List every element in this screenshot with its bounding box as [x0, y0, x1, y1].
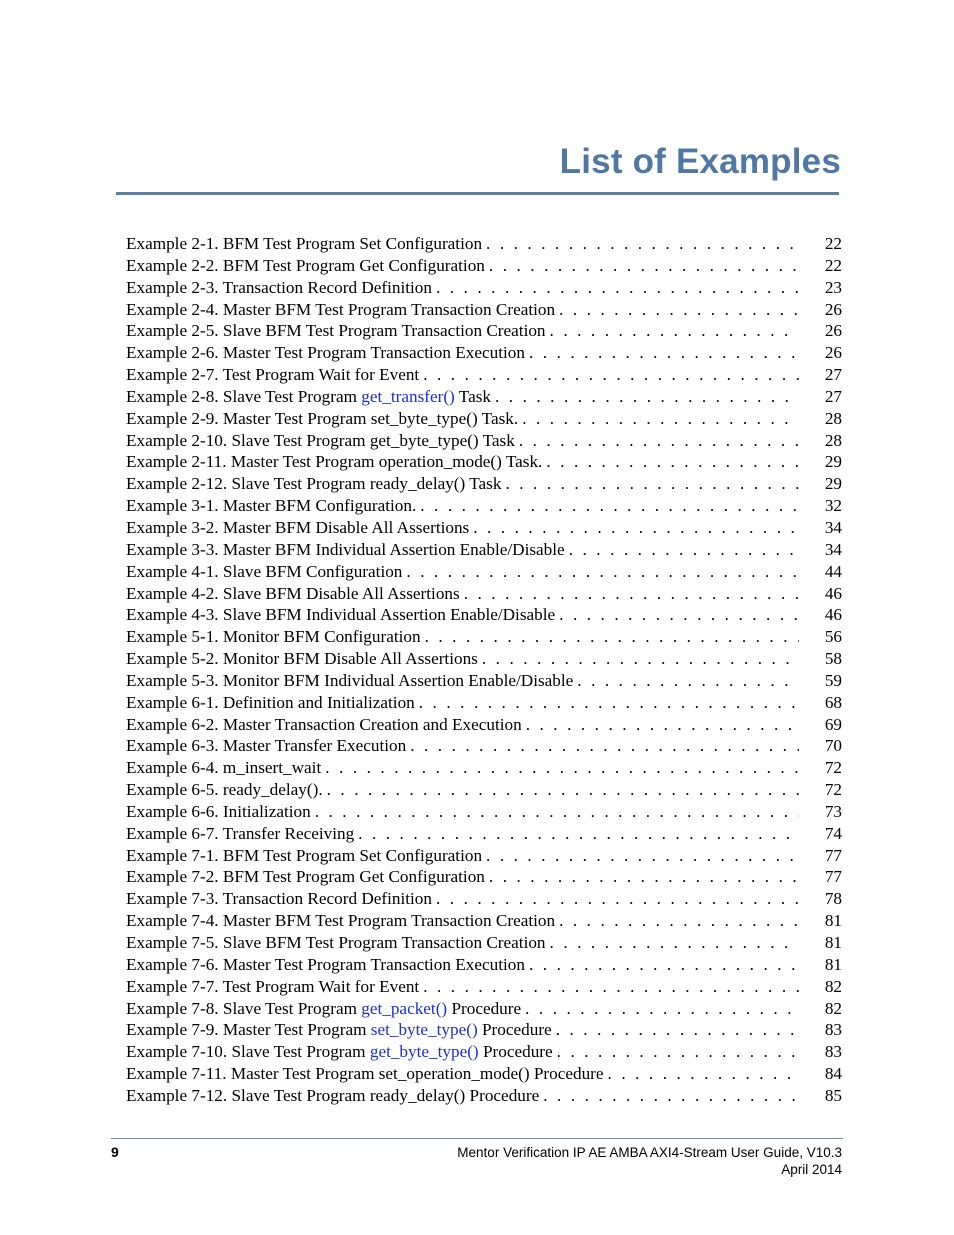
dot-leader [556, 1019, 799, 1041]
toc-entry-label: Example 7-12. Slave Test Program ready_delay() Procedure [126, 1085, 540, 1105]
footer-doc-info [457, 1144, 842, 1178]
toc-entry-text [126, 583, 464, 605]
toc-entry-page-number: 68 [824, 692, 842, 712]
toc-entry[interactable] [126, 583, 842, 605]
toc-entry-title [126, 604, 799, 626]
toc-entry-text [126, 866, 489, 888]
toc-entry-label: Example 7-2. BFM Test Program Get Configuration [126, 867, 485, 887]
toc-entry[interactable] [126, 430, 842, 452]
toc-entry-title [126, 954, 799, 976]
toc-entry[interactable] [126, 364, 842, 386]
toc-entry-text [126, 910, 559, 932]
toc-entry-label: Example 2-10. Slave Test Program get_byte_type() Task [126, 430, 515, 450]
toc-entry-title [126, 255, 799, 277]
toc-entry-title [126, 692, 799, 714]
toc-entry[interactable] [126, 299, 842, 321]
toc-entry-title [126, 648, 799, 670]
dot-leader [559, 299, 799, 321]
toc-entry[interactable] [126, 517, 842, 539]
toc-entry-title [126, 1063, 799, 1085]
toc-entry-text [126, 714, 526, 736]
toc-entry[interactable] [126, 714, 842, 736]
toc-entry-page-number: 46 [824, 605, 842, 625]
toc-entry-page-number: 59 [824, 670, 842, 690]
toc-entry-label: Example 7-3. Transaction Record Definition [126, 889, 432, 909]
toc-entry-page-number: 56 [824, 627, 842, 647]
toc-entry-text [126, 1041, 557, 1063]
dot-leader [526, 714, 799, 736]
toc-entry-title [126, 473, 799, 495]
toc-entry-title [126, 910, 799, 932]
dot-leader [473, 517, 799, 539]
dot-leader [529, 342, 799, 364]
footer-page-number: 9 [111, 1144, 119, 1160]
toc-entry-text [126, 495, 420, 517]
toc-entry-page-number: 72 [824, 758, 842, 778]
toc-entry-title [126, 823, 799, 845]
toc-entry-title [126, 539, 799, 561]
toc-entry-title [126, 976, 799, 998]
toc-entry[interactable] [126, 561, 842, 583]
toc-entry-page-number: 22 [824, 234, 842, 253]
toc-entry-text [126, 517, 473, 539]
toc-entry-text [126, 539, 569, 561]
dot-leader [489, 255, 799, 277]
toc-entry-label: Example 7-4. Master BFM Test Program Transaction Creation [126, 911, 556, 931]
page-title: List of Examples [559, 142, 841, 181]
dot-leader [464, 583, 799, 605]
toc-entry-page-number: 23 [824, 277, 842, 297]
toc-entry-label: Example 5-1. Monitor BFM Configuration [126, 627, 421, 647]
dot-leader [559, 604, 799, 626]
toc-entry-label: Example 2-7. Test Program Wait for Event [126, 365, 420, 385]
dot-leader [410, 735, 799, 757]
dot-leader [522, 408, 799, 430]
toc-entry-title [126, 277, 799, 299]
toc-entry[interactable] [126, 320, 842, 342]
dot-leader [436, 888, 799, 910]
toc-entry-page-number: 26 [824, 343, 842, 363]
dot-leader [423, 976, 799, 998]
toc-entry-label: Example 2-11. Master Test Program operation_mode() Task. [126, 452, 543, 472]
toc-entry-title [126, 779, 799, 801]
toc-entry-label: Example 4-1. Slave BFM Configuration [126, 561, 403, 581]
toc-entry-title [126, 998, 799, 1020]
toc-entry-page-number: 27 [824, 386, 842, 406]
toc-entry-page-number: 73 [824, 801, 842, 821]
toc-entry-text [126, 408, 522, 430]
toc-entry[interactable] [126, 1085, 842, 1107]
toc-entry-label: Example 6-4. m_insert_wait [126, 758, 322, 778]
toc-entry-page-number: 46 [824, 583, 842, 603]
toc-entry-suffix: Task [454, 386, 491, 406]
dot-leader [358, 823, 799, 845]
toc-entry-label: Example 6-1. Definition and Initialization [126, 692, 415, 712]
toc-entry-title [126, 845, 799, 867]
dot-leader [327, 779, 799, 801]
toc-entry-title [126, 1041, 799, 1063]
examples-list [126, 233, 842, 1107]
toc-entry-suffix: Procedure [447, 998, 522, 1018]
toc-entry-page-number: 74 [824, 823, 842, 843]
toc-entry-text [126, 1063, 608, 1085]
dot-leader [423, 364, 799, 386]
toc-entry[interactable] [126, 845, 842, 867]
toc-entry-text [126, 626, 425, 648]
toc-entry-page-number: 72 [824, 780, 842, 800]
toc-entry-page-number: 83 [824, 1020, 842, 1040]
dot-leader [419, 692, 799, 714]
toc-entry-text [126, 801, 315, 823]
footer-doc-title: Mentor Verification IP AE AMBA AXI4-Stream User Guide, V10.3 [457, 1145, 842, 1160]
toc-entry-label: Example 7-1. BFM Test Program Set Configuration [126, 845, 483, 865]
toc-entry-title [126, 364, 799, 386]
toc-entry-page-number: 28 [824, 430, 842, 450]
toc-entry-title [126, 932, 799, 954]
toc-entry-text [126, 757, 325, 779]
dot-leader [436, 277, 799, 299]
dot-leader [420, 495, 799, 517]
toc-entry-label: Example 2-2. BFM Test Program Get Configuration [126, 255, 485, 275]
toc-entry[interactable] [126, 255, 842, 277]
dot-leader [489, 866, 799, 888]
toc-entry-label: Example 3-3. Master BFM Individual Assertion Enable/Disable [126, 539, 565, 559]
dot-leader [550, 320, 799, 342]
toc-entry[interactable] [126, 233, 842, 255]
footer-rule [111, 1138, 843, 1139]
toc-entry-page-number: 85 [824, 1085, 842, 1105]
toc-entry-label: Example 5-2. Monitor BFM Disable All Assertions [126, 649, 478, 669]
toc-entry-label: Example 6-2. Master Transaction Creation and Execution [126, 714, 522, 734]
dot-leader [315, 801, 799, 823]
toc-entry-title [126, 1085, 799, 1107]
toc-entry-page-number: 32 [824, 496, 842, 516]
toc-entry-page-number: 22 [824, 255, 842, 275]
toc-entry-title [126, 561, 799, 583]
dot-leader [577, 670, 799, 692]
toc-entry-label: Example 5-3. Monitor BFM Individual Assertion Enable/Disable [126, 670, 574, 690]
toc-entry-text [126, 473, 505, 495]
dot-leader [550, 932, 799, 954]
dot-leader [529, 954, 799, 976]
toc-entry-title [126, 299, 799, 321]
toc-entry-page-number: 26 [824, 299, 842, 319]
toc-entry-title [126, 801, 799, 823]
dot-leader [525, 998, 799, 1020]
toc-entry-text [126, 735, 410, 757]
toc-entry[interactable] [126, 1019, 842, 1041]
toc-entry-label: Example 2-8. Slave Test Program [126, 386, 362, 406]
toc-entry[interactable] [126, 976, 842, 998]
dot-leader [557, 1041, 799, 1063]
toc-entry-text [126, 255, 489, 277]
toc-entry[interactable] [126, 801, 842, 823]
toc-entry-title [126, 757, 799, 779]
toc-entry[interactable] [126, 757, 842, 779]
toc-entry-page-number: 84 [824, 1064, 842, 1084]
toc-entry-text [126, 1019, 556, 1041]
toc-entry-page-number: 27 [824, 365, 842, 385]
toc-entry-page-number: 28 [824, 408, 842, 428]
toc-entry-label: Example 2-6. Master Test Program Transaction Execution [126, 343, 525, 363]
toc-entry[interactable] [126, 692, 842, 714]
toc-entry-text [126, 233, 486, 255]
dot-leader [608, 1063, 799, 1085]
toc-entry-page-number: 81 [824, 933, 842, 952]
toc-entry[interactable] [126, 1063, 842, 1085]
toc-entry-title [126, 626, 799, 648]
toc-entry-text [126, 277, 436, 299]
dot-leader [325, 757, 799, 779]
toc-entry-link[interactable]: get_packet() [361, 998, 448, 1018]
toc-entry-text [126, 386, 495, 408]
toc-entry-title [126, 495, 799, 517]
toc-entry-title [126, 866, 799, 888]
toc-entry-title [126, 670, 799, 692]
toc-entry-label: Example 4-3. Slave BFM Individual Assertion Enable/Disable [126, 605, 556, 625]
toc-entry-title [126, 386, 799, 408]
toc-entry-page-number: 34 [824, 517, 842, 537]
dot-leader [425, 626, 799, 648]
toc-entry-page-number: 70 [824, 736, 842, 756]
toc-entry-link[interactable]: get_byte_type() [369, 1042, 479, 1062]
toc-entry-title [126, 430, 799, 452]
toc-entry[interactable] [126, 823, 842, 845]
toc-entry-label: Example 2-3. Transaction Record Definition [126, 277, 432, 297]
toc-entry[interactable] [126, 539, 842, 561]
toc-entry[interactable] [126, 735, 842, 757]
toc-entry-page-number: 34 [824, 539, 842, 559]
toc-entry-label: Example 2-12. Slave Test Program ready_delay() Task [126, 474, 502, 494]
toc-entry[interactable] [126, 408, 842, 430]
dot-leader [505, 473, 799, 495]
toc-entry-text [126, 320, 550, 342]
toc-entry[interactable] [126, 910, 842, 932]
dot-leader [486, 845, 799, 867]
toc-entry-text [126, 451, 546, 473]
toc-entry-label: Example 7-7. Test Program Wait for Event [126, 976, 420, 996]
toc-entry-text [126, 561, 406, 583]
toc-entry-title [126, 735, 799, 757]
toc-entry-text [126, 1085, 543, 1107]
toc-entry[interactable] [126, 604, 842, 626]
toc-entry-label: Example 7-8. Slave Test Program [126, 998, 362, 1018]
toc-entry-label: Example 6-7. Transfer Receiving [126, 823, 355, 843]
toc-entry-text [126, 888, 436, 910]
toc-entry-page-number: 81 [824, 954, 842, 974]
dot-leader [495, 386, 799, 408]
toc-entry-page-number: 58 [824, 649, 842, 669]
toc-entry-title [126, 342, 799, 364]
toc-entry-title [126, 583, 799, 605]
toc-entry[interactable] [126, 779, 842, 801]
toc-entry[interactable] [126, 888, 842, 910]
toc-entry-page-number: 82 [824, 976, 842, 996]
toc-entry-label: Example 6-3. Master Transfer Execution [126, 736, 407, 756]
toc-entry-title [126, 408, 799, 430]
toc-entry[interactable] [126, 451, 842, 473]
toc-entry-page-number: 83 [824, 1042, 842, 1062]
toc-entry-page-number: 44 [824, 561, 842, 581]
toc-entry-text [126, 670, 577, 692]
toc-entry-label: Example 7-5. Slave BFM Test Program Transaction Creation [126, 933, 546, 952]
toc-entry[interactable] [126, 648, 842, 670]
title-rule [116, 192, 839, 195]
toc-entry-page-number: 26 [824, 321, 842, 341]
dot-leader [546, 451, 799, 473]
toc-entry-text [126, 932, 550, 954]
toc-entry[interactable] [126, 386, 842, 408]
toc-entry-label: Example 7-10. Slave Test Program [126, 1042, 370, 1062]
toc-entry-label: Example 2-9. Master Test Program set_byte_type() Task. [126, 408, 519, 428]
toc-entry-page-number: 29 [824, 474, 842, 494]
toc-entry-text [126, 779, 327, 801]
dot-leader [543, 1085, 799, 1107]
toc-entry-text [126, 648, 482, 670]
toc-entry[interactable] [126, 495, 842, 517]
toc-entry-page-number: 81 [824, 911, 842, 931]
toc-entry[interactable] [126, 932, 842, 954]
toc-entry-text [126, 364, 423, 386]
dot-leader [519, 430, 799, 452]
toc-entry[interactable] [126, 866, 842, 888]
toc-entry-title [126, 320, 799, 342]
toc-entry-label: Example 6-5. ready_delay(). [126, 780, 323, 800]
toc-entry-text [126, 430, 519, 452]
toc-entry-text [126, 845, 486, 867]
toc-entry-label: Example 2-1. BFM Test Program Set Configuration [126, 234, 483, 253]
toc-entry-label: Example 3-2. Master BFM Disable All Assertions [126, 517, 470, 537]
dot-leader [486, 233, 799, 255]
toc-entry[interactable] [126, 998, 842, 1020]
toc-entry-text [126, 976, 423, 998]
toc-entry[interactable] [126, 342, 842, 364]
toc-entry-title [126, 233, 799, 255]
toc-entry-title [126, 1019, 799, 1041]
toc-entry-page-number: 78 [824, 889, 842, 909]
toc-entry-page-number: 29 [824, 452, 842, 472]
toc-entry-page-number: 82 [824, 998, 842, 1018]
toc-entry-label: Example 2-5. Slave BFM Test Program Transaction Creation [126, 321, 546, 341]
toc-entry-label: Example 7-9. Master Test Program [126, 1020, 371, 1040]
toc-entry-title [126, 888, 799, 910]
dot-leader [559, 910, 799, 932]
toc-entry-suffix: Procedure [477, 1020, 552, 1040]
toc-entry-label: Example 2-4. Master BFM Test Program Transaction Creation [126, 299, 556, 319]
toc-entry[interactable] [126, 473, 842, 495]
toc-entry-text [126, 299, 559, 321]
toc-entry-text [126, 954, 529, 976]
toc-entry-text [126, 998, 525, 1020]
toc-entry-title [126, 451, 799, 473]
toc-entry-page-number: 77 [824, 867, 842, 887]
toc-entry-link[interactable]: get_transfer() [361, 386, 455, 406]
toc-entry-link[interactable]: set_byte_type() [370, 1020, 478, 1040]
toc-entry-label: Example 7-6. Master Test Program Transaction Execution [126, 954, 525, 974]
toc-entry-suffix: Procedure [478, 1042, 553, 1062]
toc-entry-text [126, 604, 559, 626]
toc-entry-label: Example 6-6. Initialization [126, 801, 311, 821]
toc-entry-page-number: 77 [824, 845, 842, 865]
toc-entry-page-number: 69 [824, 714, 842, 734]
dot-leader [569, 539, 799, 561]
toc-entry-label: Example 3-1. Master BFM Configuration. [126, 496, 417, 516]
toc-entry[interactable] [126, 1041, 842, 1063]
toc-entry-label: Example 4-2. Slave BFM Disable All Assertions [126, 583, 460, 603]
toc-entry-text [126, 342, 529, 364]
dot-leader [406, 561, 799, 583]
toc-entry[interactable] [126, 670, 842, 692]
toc-entry[interactable] [126, 954, 842, 976]
toc-entry-text [126, 823, 358, 845]
toc-entry[interactable] [126, 277, 842, 299]
dot-leader [482, 648, 799, 670]
toc-entry-title [126, 517, 799, 539]
toc-entry[interactable] [126, 626, 842, 648]
toc-entry-title [126, 714, 799, 736]
toc-entry-text [126, 692, 419, 714]
toc-entry-label: Example 7-11. Master Test Program set_operation_mode() Procedure [126, 1064, 604, 1084]
footer-date: April 2014 [781, 1162, 842, 1177]
